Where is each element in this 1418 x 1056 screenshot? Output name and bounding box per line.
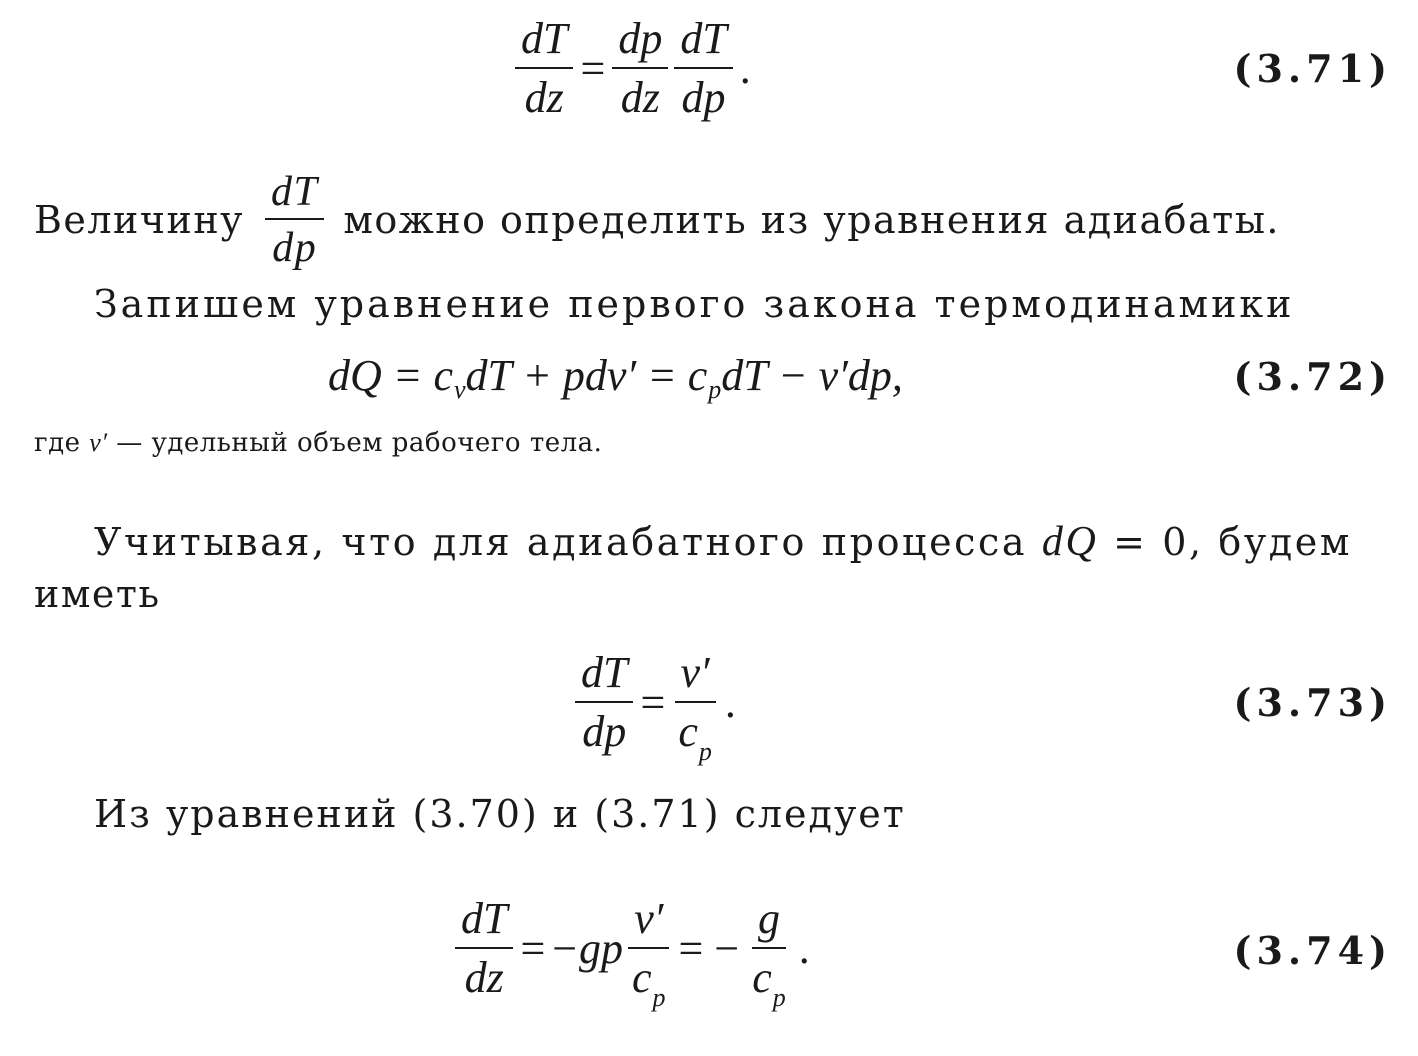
equation-3-73-body: $\frac{dT}{dp}$ = $\frac{v'}{c_p}$ . (572, 648, 740, 757)
equation-3-71 (0, 14, 1418, 134)
fraction-v-cp: $\frac{v'}{c_p}$ (672, 648, 718, 757)
fraction-g-cp: $\frac{g}{c_p}$ (752, 894, 786, 1012)
paragraph-adiabatic-process-line2: иметь (34, 572, 161, 616)
equation-3-74 (0, 894, 1418, 1018)
fraction-dT-dp: $\frac{dT}{dp}$ (674, 14, 732, 123)
fraction-dT-dz: $\frac{dT}{dz}$ (515, 14, 573, 123)
text-velichinu: Величину (34, 198, 245, 243)
equation-number-3-72: (3.72) (1233, 354, 1392, 399)
equation-3-73 (0, 648, 1418, 768)
paragraph-where-v: где v′ — удельный объем рабочего тела. (34, 428, 603, 458)
paragraph-adiabat-intro (34, 168, 1280, 273)
fraction-dT-dz: $\frac{dT}{dz}$ (455, 894, 513, 1003)
paragraph-adiabatic-process-line1: Учитывая, что для адиабатного процесса dQ = 0, будем (94, 519, 1353, 565)
paragraph-follows: Из уравнений (3.70) и (3.71) следует (94, 792, 906, 836)
equation-3-71-body: $\frac{dT}{dz}$ = $\frac{dp}{dz}$ $\frac{dT}{dp}$ . (512, 14, 755, 123)
equation-3-72 (0, 350, 1418, 410)
fraction-dT-dp: $\frac{dT}{dp}$ (575, 648, 633, 757)
fraction-dp-dz: $\frac{dp}{dz}$ (612, 14, 668, 123)
equation-3-72-body: dQ = c v dT + pdv′ = c p dT − v′dp, (328, 351, 903, 404)
paragraph-first-law: Запишем уравнение первого закона термодинамики (94, 282, 1295, 326)
equation-number-3-74: (3.74) (1233, 928, 1392, 973)
fraction-v-cp: $\frac{v'}{c_p}$ (626, 894, 672, 1003)
inline-fraction-dT-dp: $\frac{dT}{dp}$ (262, 168, 327, 273)
equation-number-3-73: (3.73) (1233, 680, 1392, 725)
text-mozhno-opredelit: можно определить из уравнения адиабаты. (343, 198, 1281, 243)
equation-number-3-71: (3.71) (1233, 46, 1392, 91)
equation-3-74-body: $\frac{dT}{dz}$ = −gp $\frac{v'}{c_p}$ = − $\frac{g}{c_p}$ . (452, 894, 814, 1003)
